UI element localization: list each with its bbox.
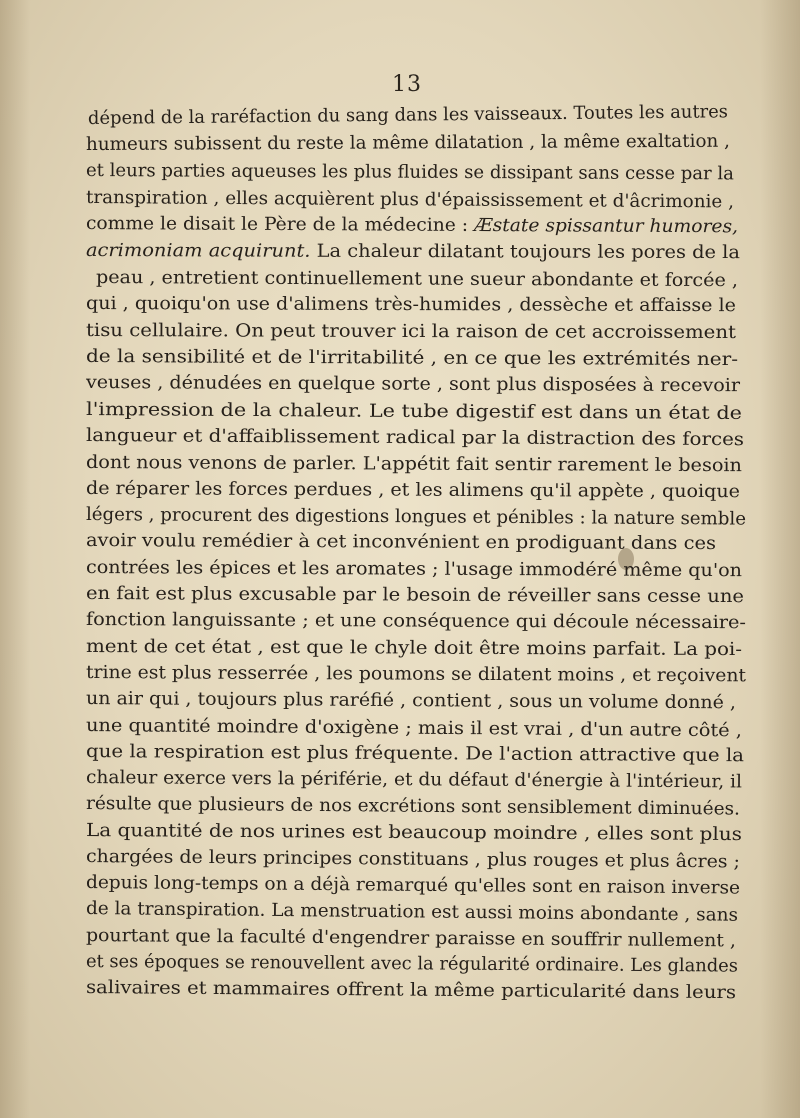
text-line xyxy=(86,346,738,371)
text-line xyxy=(86,846,740,873)
italic-text-segment: Æstate spissantur humores, xyxy=(473,214,739,238)
text-line xyxy=(86,793,740,821)
text-line xyxy=(86,662,746,687)
text-line xyxy=(86,452,742,477)
text-segment: que la respiration est plus fréquente. De l'action attractive que la xyxy=(85,741,745,767)
page-number: 13 xyxy=(392,72,422,97)
text-segment: contrées les épices et les aromates ; l'usage immodéré même qu'on xyxy=(85,557,743,582)
text-segment: une quantité moindre d'oxigène ; mais il est vrai , d'un autre côté , xyxy=(85,715,743,742)
text-line xyxy=(86,213,738,238)
text-segment: La quantité de nos urines est beaucoup moindre , elles sont plus xyxy=(85,820,743,846)
text-segment: trine est plus resserrée , les poumons se dilatent moins , et reçoivent xyxy=(85,662,747,687)
text-line xyxy=(86,951,738,978)
text-line xyxy=(86,557,742,582)
text-line xyxy=(86,160,734,185)
text-line xyxy=(86,688,736,714)
text-line xyxy=(86,583,744,608)
text-segment: en fait est plus excusable par le besoin de réveiller sans cesse une xyxy=(85,583,745,608)
text-segment: fonction languissante ; et une conséquence qui découle nécessaire- xyxy=(85,609,747,634)
text-segment: qui , quoiqu'on use d'alimens très-humides , dessèche et affaisse le xyxy=(85,293,737,317)
text-line xyxy=(86,977,736,1004)
text-line xyxy=(86,767,742,793)
text-line xyxy=(86,925,736,952)
text-line xyxy=(88,101,728,130)
text-line xyxy=(86,320,736,344)
page-edge-shadow-left xyxy=(0,0,30,1118)
text-segment: veuses , dénudées en quelque sorte , sont plus disposées à recevoir xyxy=(85,372,741,397)
page-edge-shadow-right xyxy=(760,0,800,1118)
text-line xyxy=(86,425,744,451)
text-segment: de la transpiration. La menstruation est aussi moins abondante , sans xyxy=(85,898,739,926)
text-segment: langueur et d'affaiblissement radical par la distraction des forces xyxy=(85,425,745,451)
text-segment: et leurs parties aqueuses les plus fluides se dissipant sans cesse par la xyxy=(85,160,735,185)
text-line xyxy=(86,131,730,156)
text-segment: chargées de leurs principes constituans , plus rouges et plus âcres ; xyxy=(85,846,741,873)
text-line xyxy=(86,504,746,531)
text-segment: La chaleur dilatant toujours les pores de la xyxy=(310,240,741,264)
text-line xyxy=(86,715,742,742)
text-line xyxy=(86,240,740,264)
italic-text-segment: acrimoniam acquirunt. xyxy=(85,240,311,262)
text-segment: tisu cellulaire. On peut trouver ici la raison de cet accroissement xyxy=(85,320,737,344)
text-segment: depuis long-temps on a déjà remarqué qu'elles sont en raison inverse xyxy=(85,872,741,899)
text-line xyxy=(86,898,738,927)
text-segment: résulte que plusieurs de nos excrétions sont sensiblement diminuées. xyxy=(85,793,741,820)
text-line xyxy=(86,820,742,846)
text-segment: transpiration , elles acquièrent plus d'épaississement et d'âcrimonie , xyxy=(85,187,735,213)
text-line xyxy=(86,187,734,213)
text-line xyxy=(86,609,746,634)
text-line xyxy=(86,372,740,397)
text-segment: de réparer les forces perdues , et les alimens qu'il appète , quoique xyxy=(85,478,741,503)
text-segment: de la sensibilité et de l'irritabilité , en ce que les extrémités ner- xyxy=(85,346,739,371)
text-segment: chaleur exerce vers la périférie, et du défaut d'énergie à l'intérieur, il xyxy=(85,767,743,793)
text-line xyxy=(86,293,736,317)
text-line xyxy=(86,530,716,555)
text-line xyxy=(86,636,742,661)
text-line xyxy=(86,399,742,425)
text-line xyxy=(86,478,740,503)
text-segment: dont nous venons de parler. L'appétit fait sentir rarement le besoin xyxy=(85,452,743,477)
text-segment: comme le disait le Père de la médecine : xyxy=(85,213,475,236)
text-segment: et ses époques se renouvellent avec la régularité ordinaire. Les glandes xyxy=(85,951,739,977)
text-segment: pourtant que la faculté d'engendrer paraisse en souffrir nullement , xyxy=(85,925,737,952)
text-segment: l'impression de la chaleur. Le tube digestif est dans un état de xyxy=(85,399,743,424)
text-line xyxy=(86,741,744,767)
text-segment: peau , entretient continuellement une sueur abondante et forcée , xyxy=(95,267,739,292)
text-segment: avoir voulu remédier à cet inconvénient en prodiguant dans ces xyxy=(85,530,717,555)
text-segment: un air qui , toujours plus raréfié , contient , sous un volume donné , xyxy=(85,688,737,714)
text-line xyxy=(86,872,740,900)
text-line xyxy=(96,267,738,292)
text-segment: salivaires et mammaires offrent la même particularité dans leurs xyxy=(85,977,737,1004)
text-segment: légers , procurent des digestions longues et pénibles : la nature semble xyxy=(85,504,747,530)
text-segment: dépend de la raréfaction du sang dans les vaisseaux. Toutes les autres xyxy=(87,101,729,129)
text-segment: humeurs subissent du reste la même dilatation , la même exaltation , xyxy=(85,130,731,155)
text-segment: ment de cet état , est que le chyle doit être moins parfait. La poi- xyxy=(85,636,743,661)
